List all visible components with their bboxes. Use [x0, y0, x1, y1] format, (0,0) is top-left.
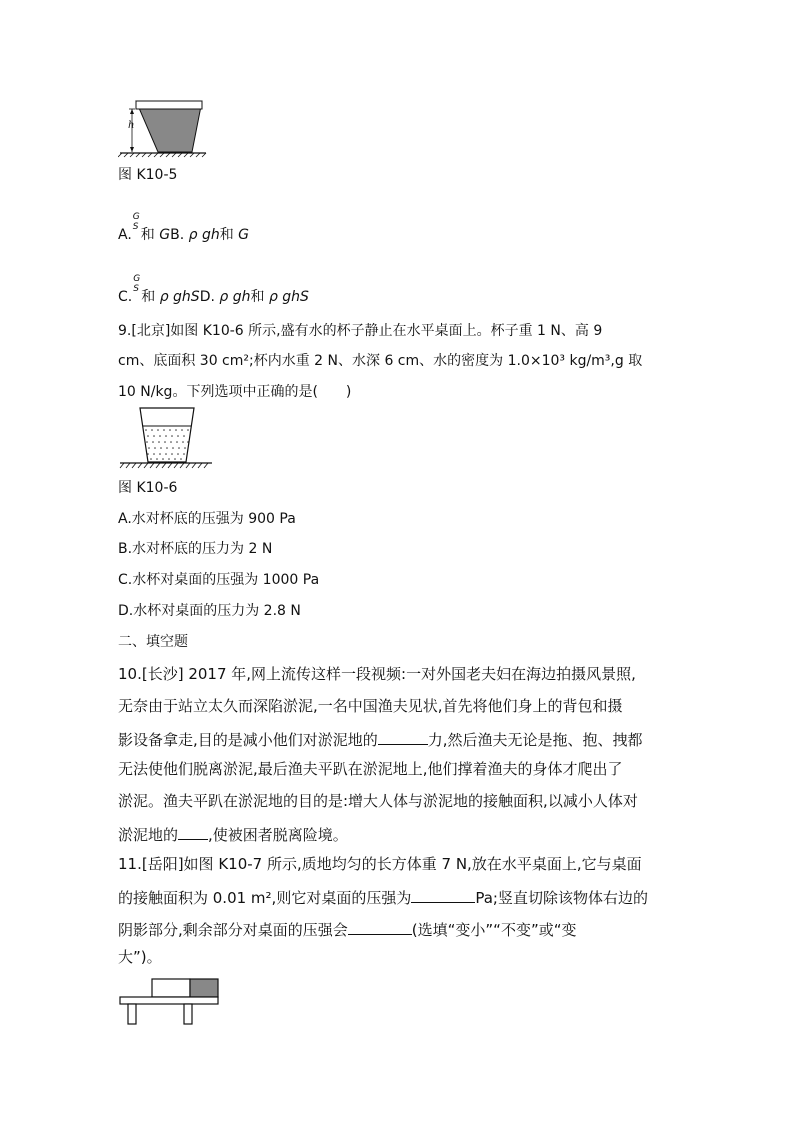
q8-option-d-label: D. — [199, 289, 220, 305]
q10-line-3-before: 影设备拿走,目的是减小他们对淤泥地的 — [118, 731, 378, 749]
frac-denominator: S — [133, 284, 139, 294]
section-heading-fill-in: 二、填空题 — [118, 634, 188, 650]
q8-option-a-label: A. — [118, 227, 132, 243]
q9-option-a: A.水对杯底的压强为 900 Pa — [118, 511, 296, 527]
q10-blank-1[interactable] — [378, 728, 428, 745]
q8-option-d-rho: ρ — [219, 289, 229, 305]
q8-option-b-and: 和 — [219, 227, 239, 243]
figure-k10-7 — [118, 976, 222, 1028]
q8-option-c-label: C. — [118, 289, 133, 305]
frac-denominator: S — [132, 222, 139, 232]
q11-blank-1[interactable] — [411, 886, 475, 903]
q8-option-d-gh: gh — [232, 289, 251, 305]
q8-option-b-var: G — [238, 227, 250, 243]
q10-line-4: 无法使他们脱离淤泥,最后渔夫平趴在淤泥地上,他们撑着渔夫的身体才爬出了 — [118, 760, 623, 778]
q9-text-line-2: cm、底面积 30 cm²;杯内水重 2 N、水深 6 cm、水的密度为 1.0×10³ kg/m³,g 取 — [118, 353, 643, 369]
q9-option-d: D.水杯对桌面的压力为 2.8 N — [118, 603, 301, 619]
q10-line-1: 10.[长沙] 2017 年,网上流传这样一段视频:一对外国老夫妇在海边拍摄风景照, — [118, 665, 636, 683]
q8-option-a-fraction — [132, 212, 141, 244]
q10-line-6-before: 淤泥地的 — [118, 826, 179, 844]
figure-caption-k10-5: 图 K10-5 — [118, 167, 178, 183]
q8-option-a-and: 和 — [140, 227, 160, 243]
q8-option-a-var: G — [159, 227, 171, 243]
q10-blank-2[interactable] — [178, 823, 208, 840]
q11-line-3 — [118, 918, 577, 939]
q8-option-d-and: 和 — [250, 289, 269, 305]
q10-line-6-after: ,使被困者脱离险境。 — [208, 826, 348, 844]
q11-line-2-after: Pa;竖直切除该物体右边的 — [475, 889, 648, 907]
q8-option-c-fraction — [132, 274, 141, 306]
q8-option-b-rho: ρ — [188, 227, 198, 243]
q8-option-c-ghs: ghS — [173, 289, 200, 305]
q10-line-3-after: 力,然后渔夫无论是拖、抱、拽都 — [427, 731, 643, 749]
q9-option-c: C.水杯对桌面的压强为 1000 Pa — [118, 572, 320, 588]
q10-line-6 — [118, 823, 348, 844]
q8-options-ab — [118, 212, 250, 244]
q8-option-c-rho: ρ — [159, 289, 169, 305]
q11-line-3-after: (选填“变小”“不变”或“变 — [411, 921, 577, 939]
q8-option-d-ghs: ghS — [282, 289, 309, 305]
q11-line-2-before: 的接触面积为 0.01 m²,则它对桌面的压强为 — [118, 889, 412, 907]
h-label: h — [128, 120, 135, 131]
frac-numerator: G — [133, 274, 141, 284]
q11-line-3-before: 阴影部分,剩余部分对桌面的压强会 — [118, 921, 348, 939]
q9-text-line-3: 10 N/kg。下列选项中正确的是( ) — [118, 384, 352, 400]
frac-numerator: G — [132, 212, 140, 222]
q11-line-2 — [118, 886, 648, 907]
q10-line-2: 无奈由于站立太久而深陷淤泥,一名中国渔夫见状,首先将他们身上的背包和摄 — [118, 697, 623, 715]
q11-line-4: 大”)。 — [118, 948, 162, 966]
q10-line-5: 淤泥。渔夫平趴在淤泥地的目的是:增大人体与淤泥地的接触面积,以减小人体对 — [118, 792, 638, 810]
q11-blank-2[interactable] — [348, 918, 412, 935]
q9-text-line-1: 9.[北京]如图 K10-6 所示,盛有水的杯子静止在水平桌面上。杯子重 1 N、高 9 — [118, 323, 603, 339]
figure-k10-6 — [118, 406, 214, 472]
q8-option-b-label: B. — [170, 227, 189, 243]
q8-options-cd — [118, 274, 309, 306]
figure-caption-k10-6: 图 K10-6 — [118, 480, 178, 496]
q10-line-3 — [118, 728, 643, 749]
q11-line-1: 11.[岳阳]如图 K10-7 所示,质地均匀的长方体重 7 N,放在水平桌面上,它与桌面 — [118, 855, 642, 873]
q8-option-c-and: 和 — [141, 289, 160, 305]
q8-option-d-rho2: ρ — [268, 289, 278, 305]
q9-option-b: B.水对杯底的压力为 2 N — [118, 541, 273, 557]
q8-option-b-gh: gh — [201, 227, 220, 243]
